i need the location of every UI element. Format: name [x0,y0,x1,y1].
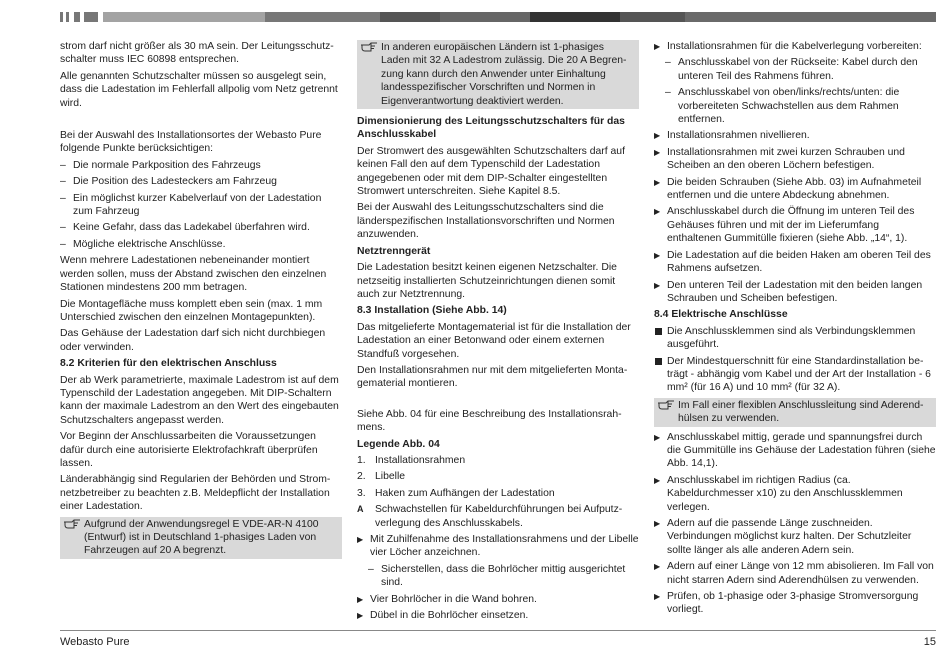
paragraph: Die Ladestation besitzt keinen eigenen Netzschalter. Die netzseitig installierten Schutzeinrichtungen dienen somit auch zur Netztrennung. [357,262,617,300]
column-2 [357,40,639,625]
paragraph: Bei der Auswahl des Installationsortes der Webasto Pure folgende Punkte berücksichtigen: [60,130,322,155]
triangle-bullet-icon: ▶ [654,432,661,442]
section-heading-8-4: 8.4 Elektrische Anschlüsse [654,309,788,321]
square-bullet-item: Der Mindestquerschnitt für eine Standardinstallation be-trägt - abhängig vom Kabel und der Art der Installation - 6 mm² (für 16 A) und 10 mm² (für 32 A). [654,355,936,395]
paragraph: Alle genannten Schutzschalter müssen so ausgelegt sein, dass die Ladestation im Fehlerfall allpolig vom Netz getrennt wird. [60,70,338,109]
note-box [654,398,936,427]
triangle-bullet-icon: ▶ [357,611,364,621]
subheading: Netztrenngerät [357,245,431,257]
pointing-hand-icon [360,41,379,53]
step-item: ▶ Den unteren Teil der Ladestation mit den beiden langen Schrauben und Scheiben befestigen. [654,279,923,304]
triangle-bullet-icon: ▶ [357,535,364,544]
triangle-bullet-icon: ▶ [654,207,661,217]
column-1 [60,40,342,563]
triangle-bullet-icon: ▶ [654,250,661,260]
note-box [357,40,639,109]
step-item: ▶ Adern auf die passende Länge zuschneiden. Verbindungen möglichst kurz halten. Der Schutzleiter sollte länger als alle anderen Adern sein. [654,518,912,556]
legend-item: 2. Libelle [357,471,406,483]
step-item: ▶ Anschlusskabel im richtigen Radius (ca. Kabeldurchmesser x10) zu den Anschlussklemmen verlegen. [654,474,903,513]
square-bullet-item: Die Anschlussklemmen sind als Verbindungsklemmen ausgeführt. [654,325,936,352]
step-item: ▶ Installationsrahmen nivellieren. [654,130,810,142]
paragraph: strom darf nicht größer als 30 mA sein. Der Leitungsschutz-schalter muss IEC 60898 entsprechen. [60,41,334,66]
page-number: 15 [923,636,936,648]
subheading: Dimensionierung des Leitungsschutzschalters für das Anschlusskabel [357,116,625,141]
note-text: In anderen europäischen Ländern ist 1-phasiges Laden mit 32 A Ladestrom zulässig. Die 20 A Begren-zung kann durch den Anwender unter Einhaltung landesspezifischer Vorschriften und Normen in Eigenverantwortung deaktiviert werden. [381,42,627,107]
triangle-bullet-icon: ▶ [654,562,661,572]
triangle-bullet-icon: ▶ [654,519,661,528]
sub-item: – Sicherstellen, dass die Bohrlöcher mittig ausgerichtet sind. [357,563,639,590]
legend-title: Legende Abb. 04 [357,438,440,450]
triangle-bullet-icon: ▶ [654,280,661,290]
sub-item: – Anschlusskabel von der Rückseite: Kabel durch den unteren Teil des Rahmens führen. [654,56,936,83]
note-text: Im Fall einer flexiblen Anschlussleitung sind Aderend-hülsen zu verwenden. [678,399,924,425]
triangle-bullet-icon: ▶ [357,594,364,604]
paragraph: Vor Beginn der Anschlussarbeiten die Voraussetzungen dafür durch eine autorisierte Elektrofachkraft überprüfen lassen. [60,431,318,469]
step-item: ▶ Installationsrahmen mit zwei kurzen Schrauben und Scheiben an den oberen Löchern befestigen. [654,146,905,172]
column-3 [654,40,936,620]
list-item: – Die Position des Ladesteckers am Fahrzeug [60,175,342,188]
triangle-bullet-icon: ▶ [654,147,661,157]
step-item: ▶ Die Ladestation auf die beiden Haken am oberen Teil des Rahmens aufsetzen. [654,249,931,275]
step-item: ▶ Dübel in die Bohrlöcher einsetzen. [357,610,529,622]
header-decoration-bar [60,12,936,22]
step-item: ▶ Die beiden Schrauben (Siehe Abb. 03) im Aufnahmeteil entfernen und die untere Abdeckung abnehmen. [654,176,922,202]
step-item: ▶ Anschlusskabel durch die Öffnung im unteren Teil des Gehäuses führen und mit der im Lieferumfang enthaltenen Gummitülle fixieren (siehe Abb. „14“, 1). [654,206,915,245]
step-item: ▶ Prüfen, ob 1-phasige oder 3-phasige Stromversorgung vorliegt. [654,591,919,616]
paragraph: Der Stromwert des ausgewählten Schutzschalters darf auf keinen Fall den auf dem Typenschild der Ladestation angegebenen oder mit dem DIP-Schalter eingestellten Stromwert unterschreiten. Siehe Kapitel 8.5. [357,145,625,198]
legend-item: A Schwachstellen für Kabeldurchführungen bei Aufputz-verlegung des Anschlusskabels. [357,504,623,529]
step-item: ▶ Anschlusskabel mittig, gerade und spannungsfrei durch die Gummitülle ins Gehäuse der Ladestation führen (siehe Abb. 14,1). [654,431,936,470]
step-item: ▶ Vier Bohrlöcher in die Wand bohren. [357,593,537,605]
list-item: – Ein möglichst kurzer Kabelverlauf von der Ladestation zum Fahrzeug [60,192,342,219]
pointing-hand-icon [657,399,676,411]
legend-list [357,454,639,530]
triangle-bullet-icon: ▶ [654,177,661,187]
location-criteria-list [60,159,342,251]
sub-item: – Anschlusskabel von oben/links/rechts/unten: die vorbereiteten Schwachstellen aus dem Rahmen entfernen. [654,86,936,126]
list-item: – Die normale Parkposition des Fahrzeugs [60,159,342,172]
paragraph: Siehe Abb. 04 für eine Beschreibung des Installationsrah-mens. [357,408,622,434]
footer-brand: Webasto Pure [60,636,130,648]
triangle-bullet-icon: ▶ [654,475,661,485]
paragraph: Das mitgelieferte Montagematerial ist für die Installation der Ladestation an einer Betonwand oder einem externen Standfuß vorgesehen. [357,321,631,360]
paragraph: Länderabhängig sind Regularien der Behörden und Strom-netzbetreiber zu beachten z.B. Meldepflicht der Installation einer Ladestation. [60,474,331,513]
list-item: – Keine Gefahr, dass das Ladekabel überfahren wird. [60,221,342,234]
legend-item: 1. Installationsrahmen [357,454,466,466]
paragraph: Der ab Werk parametrierte, maximale Ladestrom ist auf dem Typenschild der Ladestation angegeben. Mit DIP-Schaltern kann der maximale Ladestrom an den Wert des eingebauten Schutzschalters angepasst werden. [60,374,339,426]
triangle-bullet-icon: ▶ [654,42,661,51]
paragraph: Die Montagefläche muss komplett eben sein (max. 1 mm Unterschied zwischen den einzelnen Montagepunkten). [60,298,323,323]
paragraph: Den Installationsrahmen nur mit dem mitgelieferten Monta-gematerial montieren. [357,364,628,390]
pointing-hand-icon [63,518,82,530]
section-heading-8-3: 8.3 Installation (Siehe Abb. 14) [357,305,507,317]
triangle-bullet-icon: ▶ [654,592,661,602]
step-item: ▶ Installationsrahmen für die Kabelverlegung vorbereiten: [654,41,922,52]
section-heading-8-2: 8.2 Kriterien für den elektrischen Anschluss [60,358,277,370]
legend-item: 3. Haken zum Aufhängen der Ladestation [357,487,555,499]
step-item: ▶ Mit Zuhilfenahme des Installationsrahmens und der Libelle vier Löcher anzeichnen. [357,534,639,559]
footer-divider [60,630,936,631]
triangle-bullet-icon: ▶ [654,131,661,141]
paragraph: Das Gehäuse der Ladestation darf sich nicht durchbiegen oder verwinden. [60,328,326,353]
list-item: – Mögliche elektrische Anschlüsse. [60,238,342,251]
paragraph: Wenn mehrere Ladestationen nebeneinander montiert werden sollen, muss der Abstand zwischen den einzelnen Stationen mindestens 200 mm betragen. [60,255,327,294]
note-box [60,517,342,559]
step-item: ▶ Adern auf einer Länge von 12 mm abisolieren. Im Fall von nicht starren Adern sind Aderendhülsen zu verwenden. [654,561,934,586]
paragraph: Bei der Auswahl des Leitungsschutzschalters sind die länderspezifischen Installationsvorschriften und Normen anzuwenden. [357,202,615,241]
note-text: Aufgrund der Anwendungsregel E VDE-AR-N 4100 (Entwurf) ist in Deutschland 1-phasiges Laden von Fahrzeugen auf 20 A begrenzt. [84,518,319,557]
